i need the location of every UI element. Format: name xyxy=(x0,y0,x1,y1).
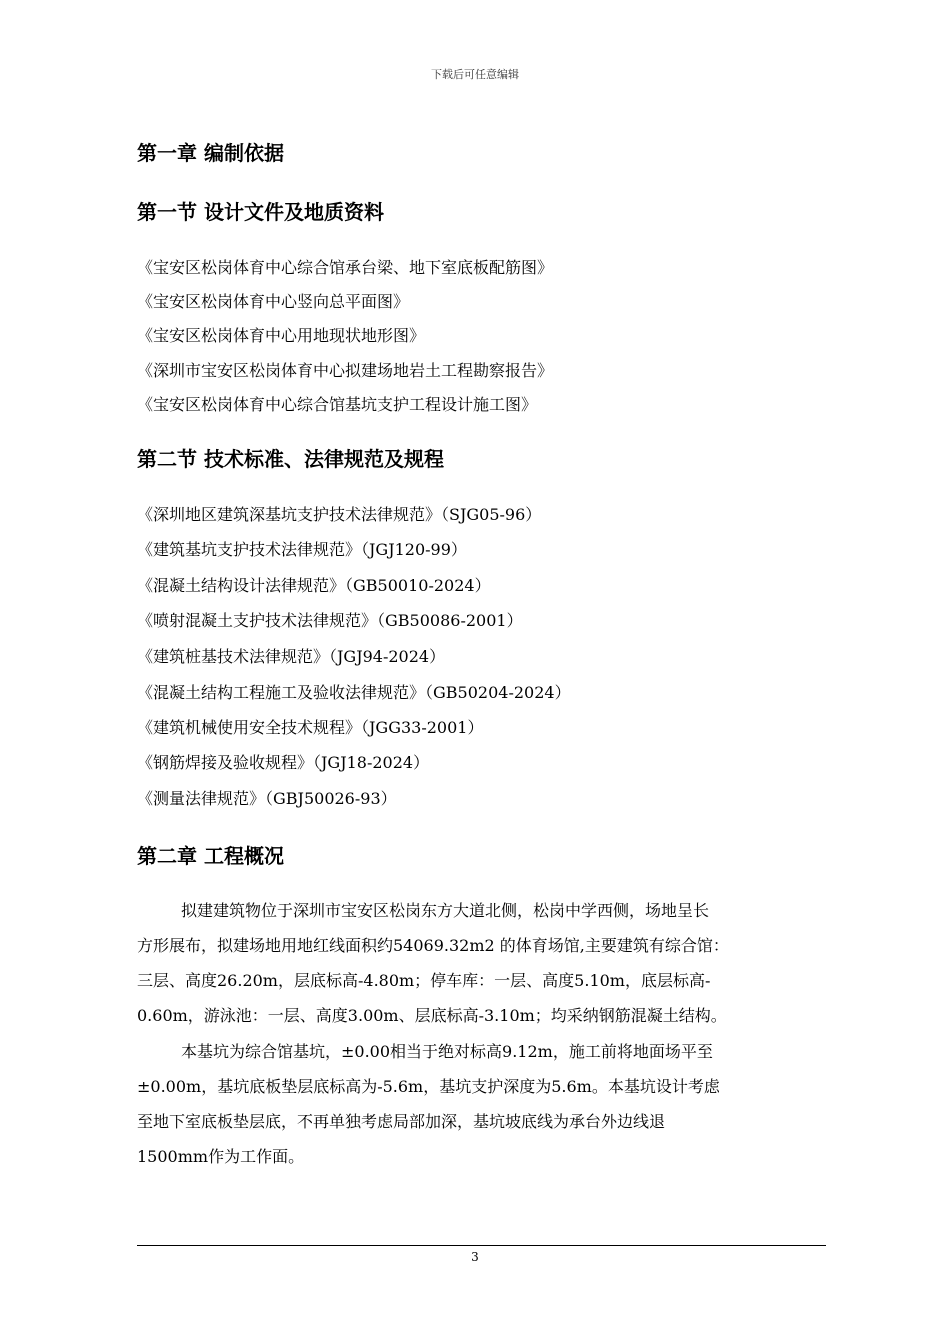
paragraph-line: 0.60m，游泳池：一层、高度3.00m、层底标高-3.10m；均采纳钢筋混凝土结构。 xyxy=(137,1006,727,1025)
page-number: 3 xyxy=(471,1250,479,1264)
section-2-title: 第二节 技术标准、法律规范及规程 xyxy=(137,447,444,471)
standard-item: 《钢筋焊接及验收规程》（JGJ18-2024） xyxy=(137,753,430,772)
paragraph-line: 本基坑为综合馆基坑，±0.00相当于绝对标高9.12m，施工前将地面场平至 xyxy=(181,1042,713,1061)
paragraph-line: 1500mm作为工作面。 xyxy=(137,1147,305,1166)
standard-item: 《混凝土结构工程施工及验收法律规范》（GB50204-2024） xyxy=(137,683,571,702)
standard-item: 《建筑机械使用安全技术规程》（JGG33-2001） xyxy=(137,718,484,737)
standard-item: 《深圳地区建筑深基坑支护技术法律规范》（SJG05-96） xyxy=(137,505,542,524)
reference-item: 《宝安区松岗体育中心综合馆承台梁、地下室底板配筋图》 xyxy=(137,258,554,277)
chapter-2-title: 第二章 工程概况 xyxy=(137,844,284,868)
standard-item: 《测量法律规范》（GBJ50026-93） xyxy=(137,789,397,808)
standard-item: 《建筑基坑支护技术法律规范》（JGJ120-99） xyxy=(137,540,467,559)
reference-item: 《宝安区松岗体育中心竖向总平面图》 xyxy=(137,292,410,311)
paragraph-line: 至地下室底板垫层底，不再单独考虑局部加深，基坑坡底线为承台外边线退 xyxy=(137,1112,666,1131)
project-overview-paragraph-1 xyxy=(137,893,837,1033)
reference-item: 《宝安区松岗体育中心用地现状地形图》 xyxy=(137,326,426,345)
footer-divider xyxy=(137,1245,826,1246)
standard-item: 《混凝土结构设计法律规范》（GB50010-2024） xyxy=(137,576,491,595)
standard-item: 《建筑桩基技术法律规范》（JGJ94-2024） xyxy=(137,647,446,666)
paragraph-line: 方形展布，拟建场地用地红线面积约54069.32m2 的体育场馆,主要建筑有综合馆： xyxy=(137,936,729,955)
reference-item: 《深圳市宝安区松岗体育中心拟建场地岩土工程勘察报告》 xyxy=(137,361,554,380)
paragraph-line: 三层、高度26.20m，层底标高-4.80m；停车库：一层、高度5.10m，底层标高- xyxy=(137,971,711,990)
chapter-1-title: 第一章 编制依据 xyxy=(137,141,284,165)
reference-item: 《宝安区松岗体育中心综合馆基坑支护工程设计施工图》 xyxy=(137,395,538,414)
page-header: 下载后可任意编辑 xyxy=(431,68,519,81)
project-overview-paragraph-2 xyxy=(137,1034,837,1174)
paragraph-line: 拟建建筑物位于深圳市宝安区松岗东方大道北侧，松岗中学西侧，场地呈长 xyxy=(181,901,710,920)
paragraph-line: ±0.00m，基坑底板垫层底标高为-5.6m，基坑支护深度为5.6m。本基坑设计考虑 xyxy=(137,1077,720,1096)
standard-item: 《喷射混凝土支护技术法律规范》（GB50086-2001） xyxy=(137,611,523,630)
section-1-title: 第一节 设计文件及地质资料 xyxy=(137,200,384,224)
